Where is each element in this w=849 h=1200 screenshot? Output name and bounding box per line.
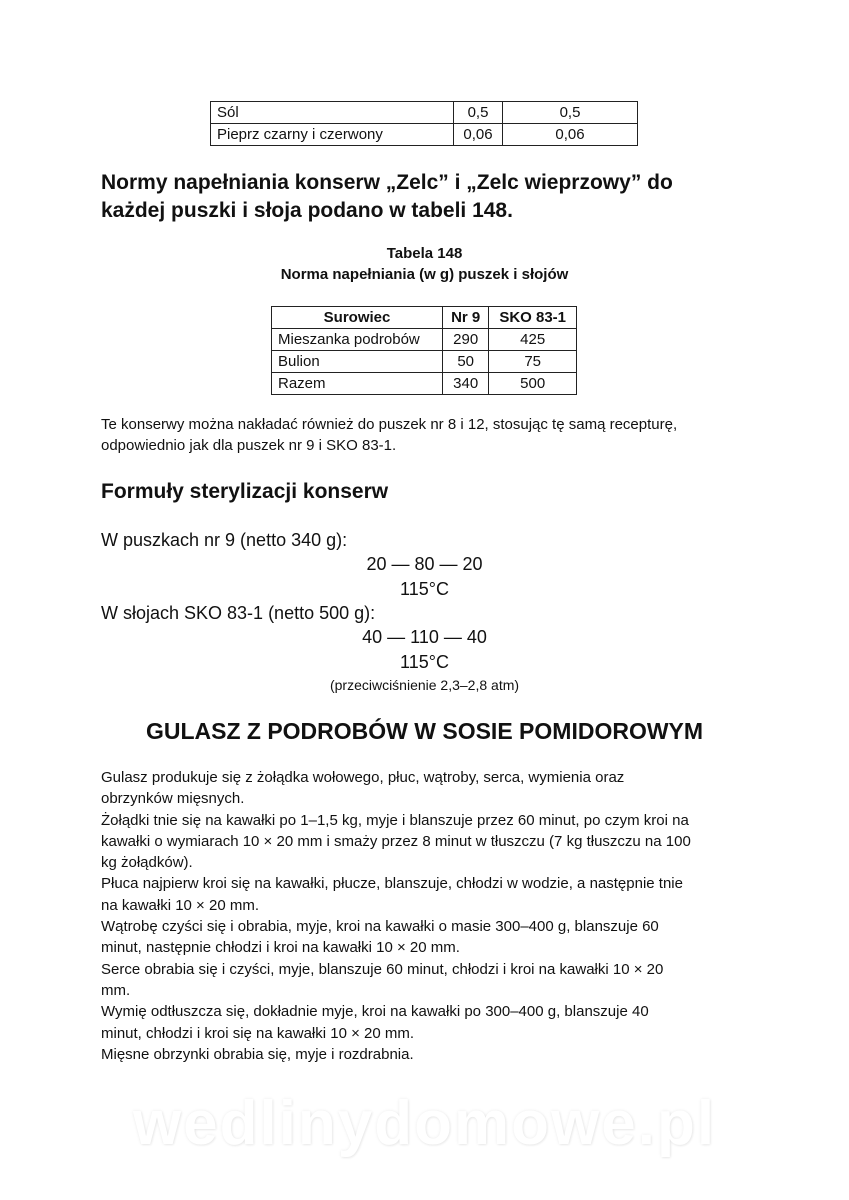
table-row [272, 373, 577, 395]
table-cell: 425 [489, 329, 577, 351]
table-row [272, 329, 577, 351]
table-header-row [272, 307, 577, 329]
norms-heading [101, 169, 751, 225]
table-cell: 500 [489, 373, 577, 395]
body-line: minut, następnie chłodzi i kroi na kawałki 10 × 20 mm. [101, 939, 460, 957]
body-line: obrzynków mięsnych. [101, 790, 245, 808]
body-line: na kawałki 10 × 20 mm. [101, 896, 259, 914]
table-title: Tabela 148 [386, 245, 463, 262]
body-line: Płuca najpierw kroi się na kawałki, płucze, blanszuje, chłodzi w wodzie, a następnie tnie [101, 875, 683, 893]
table-cell: Razem [272, 373, 443, 395]
watermark: wedlinydomowe.pl [132, 1089, 717, 1158]
table-subtitle: Norma napełniania (w g) puszek i słojów [280, 266, 569, 283]
jar-label: W słojach SKO 83-1 (netto 500 g): [101, 603, 376, 623]
body-line: mm. [101, 981, 131, 999]
table-cell: 50 [443, 351, 489, 373]
table-cell: 340 [443, 373, 489, 395]
jar-formula: 40 — 110 — 40 [362, 627, 487, 647]
table-cell: 0,06 [454, 124, 503, 146]
note-paragraph [101, 414, 761, 456]
body-line: Gulasz produkuje się z żołądka wołowego, płuc, wątroby, serca, wymienia oraz [101, 769, 625, 786]
norms-heading-line: każdej puszki i słoja podano w tabeli 148. [101, 199, 513, 222]
table-cell: Sól [211, 102, 454, 124]
fill-norm-table [271, 306, 577, 395]
body-line: Mięsne obrzynki obrabia się, myje i rozdrabnia. [101, 1045, 414, 1063]
table-cell: 75 [489, 351, 577, 373]
spice-table [210, 101, 638, 146]
body-line: kg żołądków). [101, 854, 193, 872]
can-label: W puszkach nr 9 (netto 340 g): [101, 530, 348, 550]
can-temperature: 115°C [400, 579, 449, 599]
table-cell: Mieszanka podrobów [272, 329, 443, 351]
jar-temperature: 115°C [400, 652, 449, 672]
sterilization-heading: Formuły sterylizacji konserw [101, 480, 389, 503]
table-cell: 0,5 [454, 102, 503, 124]
recipe-body [101, 767, 761, 1065]
recipe-title: GULASZ Z PODROBÓW W SOSIE POMIDOROWYM [145, 718, 704, 744]
table-row [272, 351, 577, 373]
table-cell: Bulion [272, 351, 443, 373]
column-header: SKO 83-1 [489, 307, 577, 329]
body-line: Żołądki tnie się na kawałki po 1–1,5 kg, myje i blanszuje przez 60 minut, po czym kroi na [101, 811, 689, 829]
table-row [211, 124, 638, 146]
can-formula: 20 — 80 — 20 [366, 554, 483, 574]
column-header: Surowiec [272, 307, 443, 329]
body-line: Wymię odtłuszcza się, dokładnie myje, kroi na kawałki po 300–400 g, blanszuje 40 [101, 1003, 649, 1021]
body-line: kawałki o wymiarach 10 × 20 mm i smaży przez 8 minut w tłuszczu (7 kg tłuszczu na 100 [101, 832, 691, 850]
norms-heading-line: Normy napełniania konserw „Zelc” i „Zelc wieprzowy” do [101, 171, 673, 194]
table-cell: Pieprz czarny i czerwony [211, 124, 454, 146]
table-row [211, 102, 638, 124]
body-line: minut, chłodzi i kroi się na kawałki 10 × 20 mm. [101, 1024, 415, 1042]
body-line: Serce obrabia się i czyści, myje, blanszuje 60 minut, chłodzi i kroi na kawałki 10 × 20 [101, 960, 664, 978]
column-header: Nr 9 [443, 307, 489, 329]
note-line: Te konserwy można nakładać również do puszek nr 8 i 12, stosując tę samą recepturę, [101, 416, 678, 433]
note-line: odpowiednio jak dla puszek nr 9 i SKO 83-1. [101, 437, 397, 454]
body-line: Wątrobę czyści się i obrabia, myje, kroi na kawałki o masie 300–400 g, blanszuje 60 [101, 918, 659, 936]
table-cell: 0,5 [503, 102, 638, 124]
table-cell: 0,06 [503, 124, 638, 146]
table-cell: 290 [443, 329, 489, 351]
jar-pressure: (przeciwciśnienie 2,3–2,8 atm) [329, 677, 520, 693]
